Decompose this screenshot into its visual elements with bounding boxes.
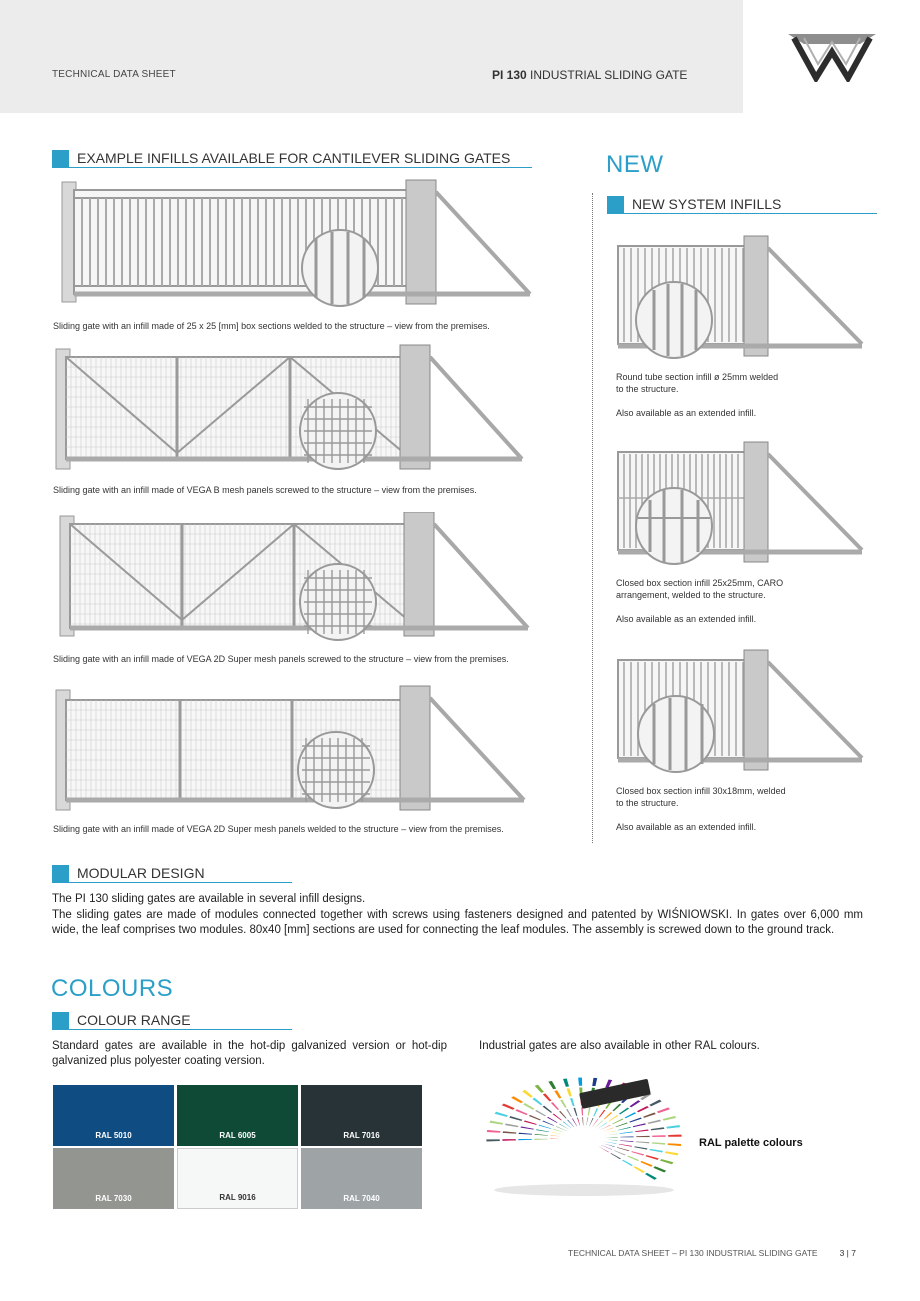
infill-caption-3: Sliding gate with an infill made of VEGA 2D Super mesh panels screwed to the structure – view from the premises. xyxy=(53,654,509,664)
swatch-ral-7030 xyxy=(53,1148,174,1209)
modular-paragraph-2: The sliding gates are made of modules connected together with screws using fasteners designed and patented by WIŚNIOWSKI. In gates over 6,000 mm wide, the leaf comprises two modules. 80x40 [mm] sections are used for connecting the leaf modules. The assembly is screwed down to the ground track. xyxy=(52,909,863,936)
product-code: PI 130 xyxy=(492,68,527,82)
swatch-ral-6005 xyxy=(177,1085,298,1146)
company-logo xyxy=(786,30,878,82)
column-divider xyxy=(592,193,593,843)
product-name: INDUSTRIAL SLIDING GATE xyxy=(526,68,688,82)
colour-range-heading-text: COLOUR RANGE xyxy=(77,1012,191,1028)
new-infill-3-extra: Also available as an extended infill. xyxy=(616,822,757,832)
heading-marker xyxy=(52,865,69,882)
new-gate-image-30x18 xyxy=(616,646,866,776)
standard-finish-text: Standard gates are available in the hot-dip galvanized version or hot-dip galvanized plus polyester coating version. xyxy=(52,1040,447,1067)
heading-marker xyxy=(52,1012,69,1029)
swatch-label: RAL 9016 xyxy=(219,1193,256,1202)
footer-text: TECHNICAL DATA SHEET – PI 130 INDUSTRIAL SLIDING GATE xyxy=(568,1248,818,1258)
swatch-label: RAL 7030 xyxy=(95,1194,132,1203)
infill-caption-1: Sliding gate with an infill made of 25 x 25 [mm] box sections welded to the structure – view from the premises. xyxy=(53,321,490,331)
new-infill-1-extra: Also available as an extended infill. xyxy=(616,408,757,418)
ral-palette-label: RAL palette colours xyxy=(699,1137,803,1149)
new-infill-note-1 xyxy=(616,371,836,419)
new-infill-2-line1: Closed box section infill 25x25mm, CARO xyxy=(616,578,784,588)
infill-caption-2: Sliding gate with an infill made of VEGA B mesh panels screwed to the structure – view from the premises. xyxy=(53,485,477,495)
new-title: NEW xyxy=(606,151,664,178)
heading-marker xyxy=(607,196,624,213)
colour-range-heading xyxy=(52,1012,292,1030)
swatch-ral-5010 xyxy=(53,1085,174,1146)
ral-palette-fan-image xyxy=(484,1074,684,1200)
new-infill-note-3 xyxy=(616,785,836,833)
heading-marker xyxy=(52,150,69,167)
other-ral-text: Industrial gates are also available in other RAL colours. xyxy=(479,1040,760,1052)
swatch-label: RAL 6005 xyxy=(219,1131,256,1140)
infill-caption-4: Sliding gate with an infill made of VEGA 2D Super mesh panels welded to the structure – view from the premises. xyxy=(53,824,504,834)
new-gate-image-caro xyxy=(616,438,866,568)
header-band xyxy=(0,0,743,113)
swatch-ral-7040 xyxy=(301,1148,422,1209)
new-infill-note-2 xyxy=(616,577,836,625)
new-infills-heading xyxy=(607,196,877,214)
product-title xyxy=(492,68,687,82)
new-infill-1-line1: Round tube section infill ø 25mm welded xyxy=(616,372,779,382)
gate-image-vega-b xyxy=(52,343,532,473)
modular-design-heading-text: MODULAR DESIGN xyxy=(77,865,205,881)
example-infills-heading-text: EXAMPLE INFILLS AVAILABLE FOR CANTILEVER SLIDING GATES xyxy=(77,150,511,166)
new-infill-3-line1: Closed box section infill 30x18mm, welded xyxy=(616,786,786,796)
new-gate-image-round-tube xyxy=(616,232,866,362)
swatch-label: RAL 7016 xyxy=(343,1131,380,1140)
gate-image-vega-2d-screwed xyxy=(52,512,532,642)
new-infill-2-extra: Also available as an extended infill. xyxy=(616,614,757,624)
document-type-label: TECHNICAL DATA SHEET xyxy=(52,69,176,80)
page-number: 3 | 7 xyxy=(839,1248,856,1258)
new-infills-heading-text: NEW SYSTEM INFILLS xyxy=(632,196,782,212)
page-footer xyxy=(568,1248,856,1258)
modular-paragraph-1: The PI 130 sliding gates are available in several infill designs. xyxy=(52,893,366,905)
modular-design-heading xyxy=(52,865,292,883)
new-infill-2-line2: arrangement, welded to the structure. xyxy=(616,590,766,600)
swatch-ral-9016 xyxy=(177,1148,298,1209)
new-infill-3-line2: to the structure. xyxy=(616,798,679,808)
swatch-label: RAL 5010 xyxy=(95,1131,132,1140)
gate-image-vega-2d-welded xyxy=(52,684,532,814)
example-infills-heading xyxy=(52,150,532,168)
swatch-label: RAL 7040 xyxy=(343,1194,380,1203)
swatch-ral-7016 xyxy=(301,1085,422,1146)
colours-title: COLOURS xyxy=(51,975,174,1002)
gate-image-box-sections xyxy=(52,178,532,308)
new-infill-1-line2: to the structure. xyxy=(616,384,679,394)
